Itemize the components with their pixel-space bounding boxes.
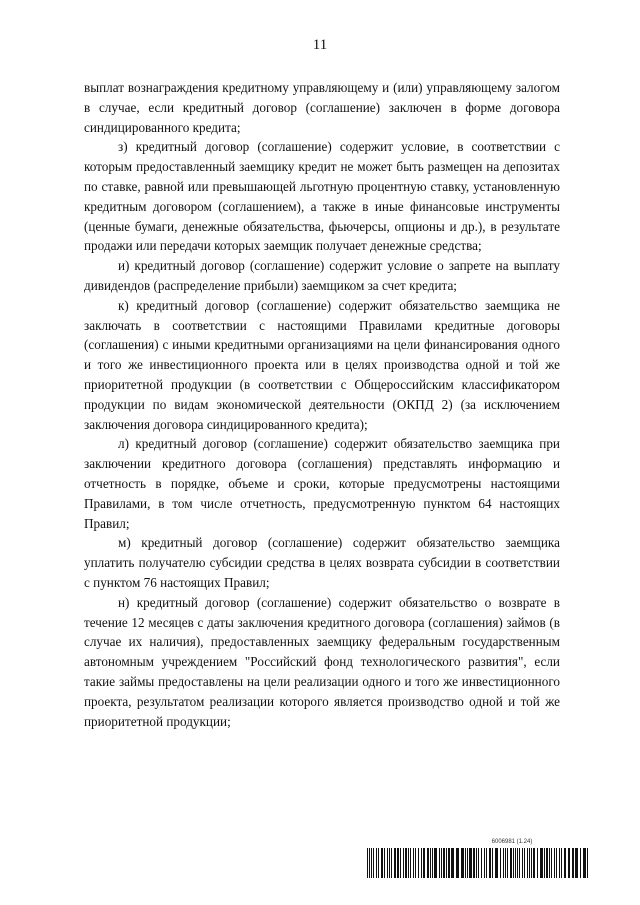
barcode-bar bbox=[367, 848, 368, 878]
barcode-bar bbox=[537, 848, 538, 878]
barcode-bar bbox=[469, 848, 472, 878]
barcode-bar bbox=[467, 848, 468, 878]
paragraph: л) кредитный договор (соглашение) содержит обязательство заемщика при заключении кредитного договора (соглашения) представлять информацию и отчетность в порядке, объеме и сроки, которые предусмотрены настоящими Правилами, в том числе отчетность, предусмотренную пунктом 64 настоящих Правил; bbox=[84, 436, 560, 531]
barcode-bar bbox=[378, 848, 379, 878]
barcode-bar bbox=[546, 848, 548, 878]
barcode-bar bbox=[369, 848, 370, 878]
barcode-bar bbox=[533, 848, 535, 878]
barcode-bar bbox=[403, 848, 404, 878]
barcode-bar bbox=[515, 848, 516, 878]
barcode-bar bbox=[540, 848, 543, 878]
barcode-bar bbox=[443, 848, 445, 878]
barcode-bar bbox=[387, 848, 388, 878]
barcode-bar bbox=[371, 848, 372, 878]
barcode-bar bbox=[505, 848, 506, 878]
barcode-bar bbox=[434, 848, 437, 878]
barcode-bar bbox=[486, 848, 487, 878]
barcode-bar bbox=[522, 848, 523, 878]
barcode-bar bbox=[492, 848, 493, 878]
paragraph: выплат вознаграждения кредитному управляющему и (или) управляющему залогом в случае, если кредитный договор (соглашение) заключен в форме договора синдицированного кредита; bbox=[84, 80, 560, 135]
barcode-bar bbox=[529, 848, 530, 878]
barcode-bar bbox=[587, 848, 588, 878]
barcode-bar bbox=[391, 848, 392, 878]
barcode-bar bbox=[465, 848, 466, 878]
barcode-bar bbox=[551, 848, 552, 878]
barcode-bar bbox=[503, 848, 504, 878]
paragraph: и) кредитный договор (соглашение) содержит условие о запрете на выплату дивидендов (распределение прибыли) заемщиком за счет кредита; bbox=[84, 258, 560, 293]
paragraph: з) кредитный договор (соглашение) содержит условие, в соответствии с которым предоставленный заемщику кредит не может быть размещен на депозитах по ставке, равной или превышающей льготную процентную ставку, установленную кредитным договором (соглашением), а также в иные финансовые инструменты (ценные бумаги, денежные обязательства, фьючерсы, опционы и др.), в результате продажи или передачи которых заемщик получает денежные средства; bbox=[84, 139, 560, 254]
paragraph: н) кредитный договор (соглашение) содержит обязательство о возврате в течение 12 месяцев с даты заключения кредитного договора (соглашения) займов (в случае их наличия), предоставленных заемщику федеральным государственным автономным учреждением "Российский фонд технологического развития", если такие займы предоставлены на цели реализации одного и того же инвестиционного проекта, результатом реализации которого является производство одной и той же приоритетной продукции; bbox=[84, 594, 560, 729]
barcode-bar bbox=[408, 848, 409, 878]
barcode-bar bbox=[439, 848, 440, 878]
document-body bbox=[84, 78, 560, 731]
barcode-bar bbox=[478, 848, 479, 878]
barcode-bar bbox=[384, 848, 385, 878]
barcode-bar bbox=[397, 848, 399, 878]
barcode-bar bbox=[495, 848, 498, 878]
barcode-bar bbox=[559, 848, 560, 878]
document-code: 6006981 (1.24) bbox=[491, 839, 533, 845]
barcode-bar bbox=[484, 848, 485, 878]
barcode-bar bbox=[572, 848, 574, 878]
paragraph: м) кредитный договор (соглашение) содержит обязательство заемщика уплатить получателю субсидии средства в целях возврата субсидии в соответствии с пунктом 76 настоящих Правил; bbox=[84, 535, 560, 590]
barcode-bar bbox=[423, 848, 425, 878]
barcode-graphic bbox=[367, 848, 589, 878]
barcode-bar bbox=[583, 848, 586, 878]
barcode-bar bbox=[517, 848, 518, 878]
barcode-bar bbox=[448, 848, 450, 878]
barcode-bar bbox=[432, 848, 433, 878]
barcode-bar bbox=[441, 848, 442, 878]
barcode-bar bbox=[556, 848, 557, 878]
barcode-bar bbox=[421, 848, 422, 878]
barcode-bar bbox=[481, 848, 482, 878]
barcode-bar bbox=[568, 848, 570, 878]
barcode-bar bbox=[524, 848, 525, 878]
barcode-bar bbox=[507, 848, 508, 878]
barcode-bar bbox=[489, 848, 491, 878]
barcode-bar bbox=[427, 848, 429, 878]
barcode-bar bbox=[389, 848, 390, 878]
barcode-bar bbox=[564, 848, 566, 878]
barcode-bar bbox=[575, 848, 578, 878]
barcode-bar bbox=[430, 848, 431, 878]
barcode-bar bbox=[373, 848, 374, 878]
barcode-bar bbox=[561, 848, 562, 878]
barcode-bar bbox=[461, 848, 464, 878]
barcode-bar bbox=[544, 848, 545, 878]
barcode-bar bbox=[473, 848, 475, 878]
paragraph: к) кредитный договор (соглашение) содержит обязательство заемщика не заключать в соответствии с настоящими Правилами кредитные договоры (соглашения) с иными кредитными организациями на цели финансирования одного и того же инвестиционного проекта или в целях производства одной и той же приоритетной продукции (в соответствии с Общероссийским классификатором продукции по видам экономической деятельности (ОКПД 2) (за исключением заключения договора синдицированного кредита); bbox=[84, 297, 560, 432]
barcode-bar bbox=[580, 848, 581, 878]
barcode-bar bbox=[394, 848, 396, 878]
barcode-bar bbox=[400, 848, 401, 878]
barcode-bar bbox=[476, 848, 477, 878]
barcode-bar bbox=[549, 848, 550, 878]
page-number: 11 bbox=[312, 37, 328, 53]
barcode-bar bbox=[451, 848, 454, 878]
barcode-bar bbox=[554, 848, 555, 878]
barcode-bar bbox=[376, 848, 377, 878]
barcode-bar bbox=[415, 848, 416, 878]
barcode-bar bbox=[513, 848, 514, 878]
barcode-bar bbox=[531, 848, 532, 878]
barcode-bar bbox=[418, 848, 419, 878]
barcode-bar bbox=[519, 848, 520, 878]
barcode-bar bbox=[381, 848, 383, 878]
barcode-bar bbox=[405, 848, 407, 878]
barcode-bar bbox=[410, 848, 411, 878]
barcode-bar bbox=[510, 848, 512, 878]
barcode-bar bbox=[413, 848, 414, 878]
barcode-bar bbox=[456, 848, 459, 878]
barcode-bar bbox=[446, 848, 447, 878]
barcode-bar bbox=[527, 848, 528, 878]
barcode-bar bbox=[500, 848, 501, 878]
